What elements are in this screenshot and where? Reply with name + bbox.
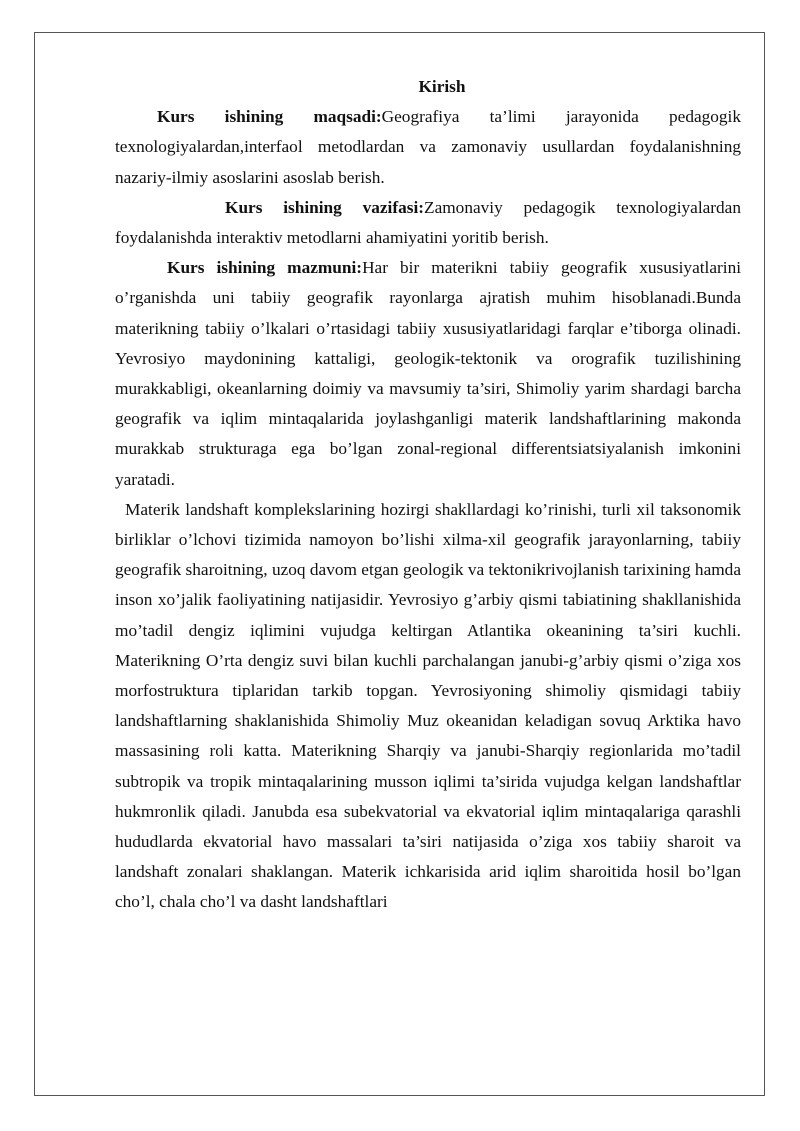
page-title: Kirish xyxy=(418,77,466,96)
body-paragraph: Materik landshaft komplekslarining hozirgi shakllardagi ko’rinishi, turli xil taksonomik birliklar o’lchovi tizimida namoyon bo’lishi xilma-xil geografik jarayonlarning, tabiiy geografik sharoitning, uzoq davom etgan geologik va tektonikrivojlanish tarixining hamda inson xo’jalik faoliyatining natijasidir. Yevrosiyo g’arbiy qismi tabiatining shakllanishida mo’tadil dengiz iqlimini vujudga keltirgan Atlantika okeanining ta’siri kuchli. Materikning O’rta dengiz suvi bilan kuchli parchalangan janubi-g’arbiy qismi o’ziga xos morfostruktura tiplaridan tarkib topgan. Yevrosiyoning shimoliy qismidagi tabiiy landshaftlarning shaklanishida Shimoliy Muz okeanidan keladigan sovuq Arktika havo massasining roli katta. Materikning Sharqiy va janubi-Sharqiy regionlarida mo’tadil subtropik va tropik mintaqalarining musson iqlimi ta’sirida vujudga kelgan landshaftlar hukmronlik qiladi. Janubda esa subekvatorial va ekvatorial iqlim mintaqalariga qarashli hududlarda ekvatorial havo massalari ta’siri natijasida o’ziga xos tabiiy sharoit va landshaft zonalari shaklangan. Materik ichkarisida arid iqlim sharoitida hosil bo’lgan cho’l, chala cho’l va dasht landshaftlari xyxy=(115,499,741,912)
vazifasi-label: Kurs ishining vazifasi: xyxy=(225,197,425,217)
vazifasi-paragraph xyxy=(115,193,741,253)
mazmuni-text: Har bir materikni tabiiy geografik xususiyatlarini o’rganishda uni tabiiy geografik rayonlarga ajratish muhim hisoblanadi.Bunda materikning tabiiy o’lkalari o’rtasidagi tabiiy xususiyatlaridagi farqlar e’tiborga olinadi. Yevrosiyo maydonining kattaligi, geologik-tektonik va orografik tuzilishining murakkabligi, okeanlarning doimiy va mavsumiy ta’siri, Shimoliy yarim shardagi barcha geografik va iqlim mintaqalarida joylashganligi materik landshaftlarining makonda murakkab strukturaga ega bo’lgan zonal-regional differentsiatsiyalanish imkonini yaratadi. xyxy=(115,258,742,489)
maqsad-label: Kurs ishining maqsadi: xyxy=(157,107,382,127)
maqsad-paragraph xyxy=(115,102,741,193)
vazifasi-text: Zamonaviy pedagogik texnologiyalardan foydalanishda interaktiv metodlarni ahamiyatini yoritib berish. xyxy=(115,197,741,248)
maqsad-text: Geografiya ta’limi jarayonida pedagogik texnologiyalardan,interfaol metodlardan va zamonaviy usullardan foydalanishning nazariy-ilmiy asoslarini asoslab berish. xyxy=(115,107,741,187)
mazmuni-paragraph xyxy=(115,253,741,495)
document-page xyxy=(115,72,741,918)
mazmuni-label: Kurs ishining mazmuni: xyxy=(167,258,363,278)
